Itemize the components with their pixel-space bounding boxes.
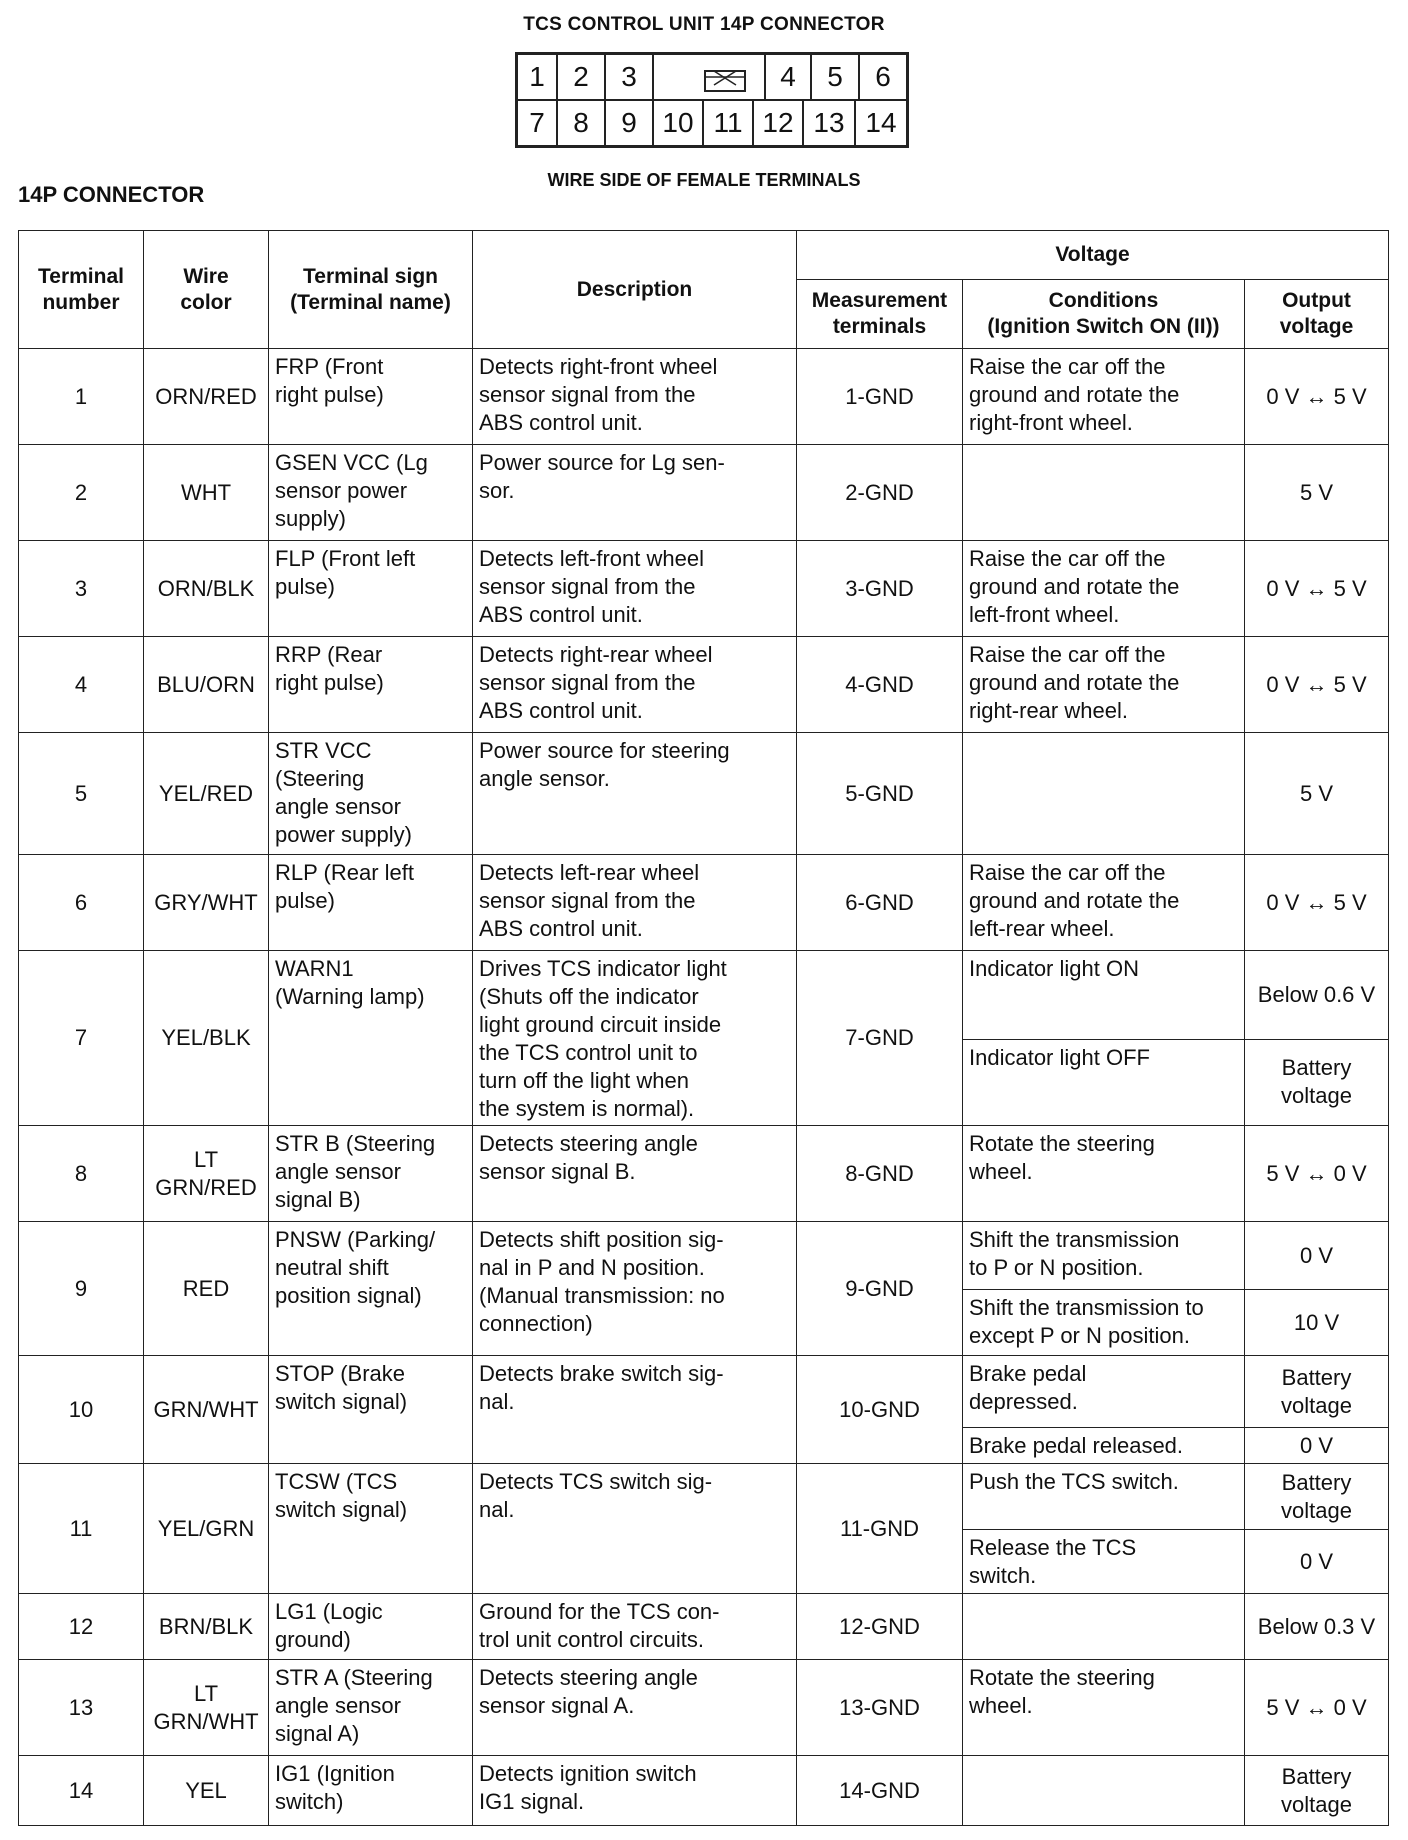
terminal-sign: STR B (Steering angle sensor signal B): [269, 1126, 473, 1222]
terminal-number: 2: [19, 445, 144, 541]
output-voltage: 10 V: [1245, 1290, 1389, 1356]
wire-color: ORN/BLK: [144, 541, 269, 637]
conditions: Raise the car off the ground and rotate the right-rear wheel.: [963, 637, 1245, 733]
terminal-number: 10: [19, 1356, 144, 1464]
terminal-number: 9: [19, 1222, 144, 1356]
pin-7: 7: [518, 101, 558, 145]
conditions: Brake pedal depressed.: [963, 1356, 1245, 1428]
measurement-terminals: 12-GND: [797, 1594, 963, 1660]
terminal-table: [18, 230, 1389, 1826]
measurement-terminals: 10-GND: [797, 1356, 963, 1464]
terminal-number: 12: [19, 1594, 144, 1660]
connector-caption: WIRE SIDE OF FEMALE TERMINALS: [547, 170, 861, 190]
header-output: Output voltage: [1245, 280, 1389, 349]
description: Detects steering angle sensor signal A.: [473, 1660, 797, 1756]
description: Detects right-front wheel sensor signal from the ABS control unit.: [473, 349, 797, 445]
measurement-terminals: 14-GND: [797, 1756, 963, 1826]
description: Drives TCS indicator light (Shuts off the indicator light ground circuit inside the TCS control unit to turn off the light when the system is normal).: [473, 951, 797, 1126]
conditions: Shift the transmission to P or N position.: [963, 1222, 1245, 1290]
terminal-sign: PNSW (Parking/ neutral shift position signal): [269, 1222, 473, 1356]
terminal-sign: STR A (Steering angle sensor signal A): [269, 1660, 473, 1756]
wire-color: YEL/GRN: [144, 1464, 269, 1594]
conditions: Rotate the steering wheel.: [963, 1660, 1245, 1756]
table-row: [19, 855, 1389, 951]
terminal-sign: LG1 (Logic ground): [269, 1594, 473, 1660]
conditions: Push the TCS switch.: [963, 1464, 1245, 1530]
measurement-terminals: 5-GND: [797, 733, 963, 855]
pin-9: 9: [606, 101, 654, 145]
pin-11: 11: [704, 101, 754, 145]
terminal-sign: FLP (Front left pulse): [269, 541, 473, 637]
terminal-number: 3: [19, 541, 144, 637]
table-row: [19, 1594, 1389, 1660]
description: Detects shift position sig- nal in P and N position. (Manual transmission: no connection): [473, 1222, 797, 1356]
table-row: [19, 1126, 1389, 1222]
conditions: [963, 445, 1245, 541]
output-voltage: Battery voltage: [1245, 1464, 1389, 1530]
terminal-sign: RLP (Rear left pulse): [269, 855, 473, 951]
output-voltage: 0 V ↔ 5 V: [1245, 637, 1389, 733]
measurement-terminals: 3-GND: [797, 541, 963, 637]
measurement-terminals: 6-GND: [797, 855, 963, 951]
output-voltage: Battery voltage: [1245, 1039, 1389, 1126]
output-voltage: Battery voltage: [1245, 1356, 1389, 1428]
wire-color: RED: [144, 1222, 269, 1356]
description: Detects left-rear wheel sensor signal from the ABS control unit.: [473, 855, 797, 951]
measurement-terminals: 8-GND: [797, 1126, 963, 1222]
pin-14: 14: [865, 107, 897, 138]
connector-title: TCS CONTROL UNIT 14P CONNECTOR: [523, 14, 885, 35]
terminal-sign: STOP (Brake switch signal): [269, 1356, 473, 1464]
header-terminal-number: Terminal number: [19, 231, 144, 349]
measurement-terminals: 1-GND: [797, 349, 963, 445]
measurement-terminals: 9-GND: [797, 1222, 963, 1356]
description: Detects TCS switch sig- nal.: [473, 1464, 797, 1594]
terminal-sign: WARN1 (Warning lamp): [269, 951, 473, 1126]
table-title: 14P CONNECTOR: [18, 182, 205, 207]
pin-3: 3: [606, 55, 654, 99]
conditions: Shift the transmission to except P or N position.: [963, 1290, 1245, 1356]
measurement-terminals: 11-GND: [797, 1464, 963, 1594]
description: Detects ignition switch IG1 signal.: [473, 1756, 797, 1826]
terminal-number: 14: [19, 1756, 144, 1826]
header-measurement: Measurement terminals: [797, 280, 963, 349]
terminal-sign: IG1 (Ignition switch): [269, 1756, 473, 1826]
measurement-terminals: 7-GND: [797, 951, 963, 1126]
output-voltage: 0 V ↔ 5 V: [1245, 349, 1389, 445]
output-voltage: 0 V: [1245, 1222, 1389, 1290]
pin-6: 6: [875, 61, 891, 92]
header-wire-color: Wire color: [144, 231, 269, 349]
conditions: [963, 733, 1245, 855]
description: Detects left-front wheel sensor signal from the ABS control unit.: [473, 541, 797, 637]
conditions: Indicator light ON: [963, 951, 1245, 1040]
conditions: Release the TCS switch.: [963, 1530, 1245, 1594]
wire-color: GRN/WHT: [144, 1356, 269, 1464]
conditions: Raise the car off the ground and rotate the left-front wheel.: [963, 541, 1245, 637]
conditions: Indicator light OFF: [963, 1039, 1245, 1126]
terminal-number: 4: [19, 637, 144, 733]
output-voltage: 5 V: [1245, 733, 1389, 855]
pin-13: 13: [804, 101, 856, 145]
terminal-number: 7: [19, 951, 144, 1126]
table-row: [19, 733, 1389, 855]
output-voltage: 5 V: [1245, 445, 1389, 541]
terminal-number: 11: [19, 1464, 144, 1594]
table-row: [19, 541, 1389, 637]
terminal-number: 1: [19, 349, 144, 445]
latch-icon: [704, 65, 746, 95]
conditions: [963, 1594, 1245, 1660]
conditions: [963, 1756, 1245, 1826]
wire-color: LT GRN/RED: [144, 1126, 269, 1222]
pin-5: 5: [812, 55, 860, 99]
pin-12: 12: [754, 101, 804, 145]
terminal-sign: FRP (Front right pulse): [269, 349, 473, 445]
terminal-number: 8: [19, 1126, 144, 1222]
wire-color: ORN/RED: [144, 349, 269, 445]
table-row: [19, 637, 1389, 733]
conditions: Brake pedal released.: [963, 1428, 1245, 1464]
description: Ground for the TCS con- trol unit control circuits.: [473, 1594, 797, 1660]
pin-1: 1: [518, 55, 558, 99]
wire-color: GRY/WHT: [144, 855, 269, 951]
wire-color: LT GRN/WHT: [144, 1660, 269, 1756]
table-row: [19, 1356, 1389, 1428]
output-voltage: 0 V ↔ 5 V: [1245, 541, 1389, 637]
measurement-terminals: 2-GND: [797, 445, 963, 541]
measurement-terminals: 4-GND: [797, 637, 963, 733]
conditions: Raise the car off the ground and rotate the left-rear wheel.: [963, 855, 1245, 951]
description: Detects right-rear wheel sensor signal from the ABS control unit.: [473, 637, 797, 733]
terminal-number: 6: [19, 855, 144, 951]
terminal-number: 13: [19, 1660, 144, 1756]
description: Power source for Lg sen- sor.: [473, 445, 797, 541]
header-conditions: Conditions (Ignition Switch ON (II)): [963, 280, 1245, 349]
description: Detects brake switch sig- nal.: [473, 1356, 797, 1464]
description: Power source for steering angle sensor.: [473, 733, 797, 855]
terminal-sign: TCSW (TCS switch signal): [269, 1464, 473, 1594]
header-terminal-sign: Terminal sign (Terminal name): [269, 231, 473, 349]
output-voltage: 5 V ↔ 0 V: [1245, 1126, 1389, 1222]
conditions: Rotate the steering wheel.: [963, 1126, 1245, 1222]
output-voltage: Below 0.6 V: [1245, 951, 1389, 1040]
output-voltage: Below 0.3 V: [1245, 1594, 1389, 1660]
table-row: [19, 1756, 1389, 1826]
pin-2: 2: [558, 55, 606, 99]
terminal-sign: STR VCC (Steering angle sensor power supply): [269, 733, 473, 855]
pin-8: 8: [558, 101, 606, 145]
wire-color: YEL/BLK: [144, 951, 269, 1126]
wire-color: YEL: [144, 1756, 269, 1826]
table-row: [19, 1660, 1389, 1756]
conditions: Raise the car off the ground and rotate the right-front wheel.: [963, 349, 1245, 445]
wire-color: BRN/BLK: [144, 1594, 269, 1660]
terminal-sign: GSEN VCC (Lg sensor power supply): [269, 445, 473, 541]
table-row: [19, 1464, 1389, 1530]
pin-10: 10: [654, 101, 704, 145]
terminal-sign: RRP (Rear right pulse): [269, 637, 473, 733]
table-row: [19, 445, 1389, 541]
pin-4: 4: [764, 55, 812, 99]
output-voltage: Battery voltage: [1245, 1756, 1389, 1826]
output-voltage: 5 V ↔ 0 V: [1245, 1660, 1389, 1756]
wire-color: WHT: [144, 445, 269, 541]
output-voltage: 0 V ↔ 5 V: [1245, 855, 1389, 951]
table-row: [19, 951, 1389, 1040]
description: Detects steering angle sensor signal B.: [473, 1126, 797, 1222]
table-row: [19, 349, 1389, 445]
connector-diagram: [515, 52, 909, 148]
table-row: [19, 1222, 1389, 1290]
header-description: Description: [473, 231, 797, 349]
wire-color: BLU/ORN: [144, 637, 269, 733]
output-voltage: 0 V: [1245, 1530, 1389, 1594]
header-voltage: Voltage: [797, 231, 1389, 280]
terminal-number: 5: [19, 733, 144, 855]
measurement-terminals: 13-GND: [797, 1660, 963, 1756]
wire-color: YEL/RED: [144, 733, 269, 855]
output-voltage: 0 V: [1245, 1428, 1389, 1464]
